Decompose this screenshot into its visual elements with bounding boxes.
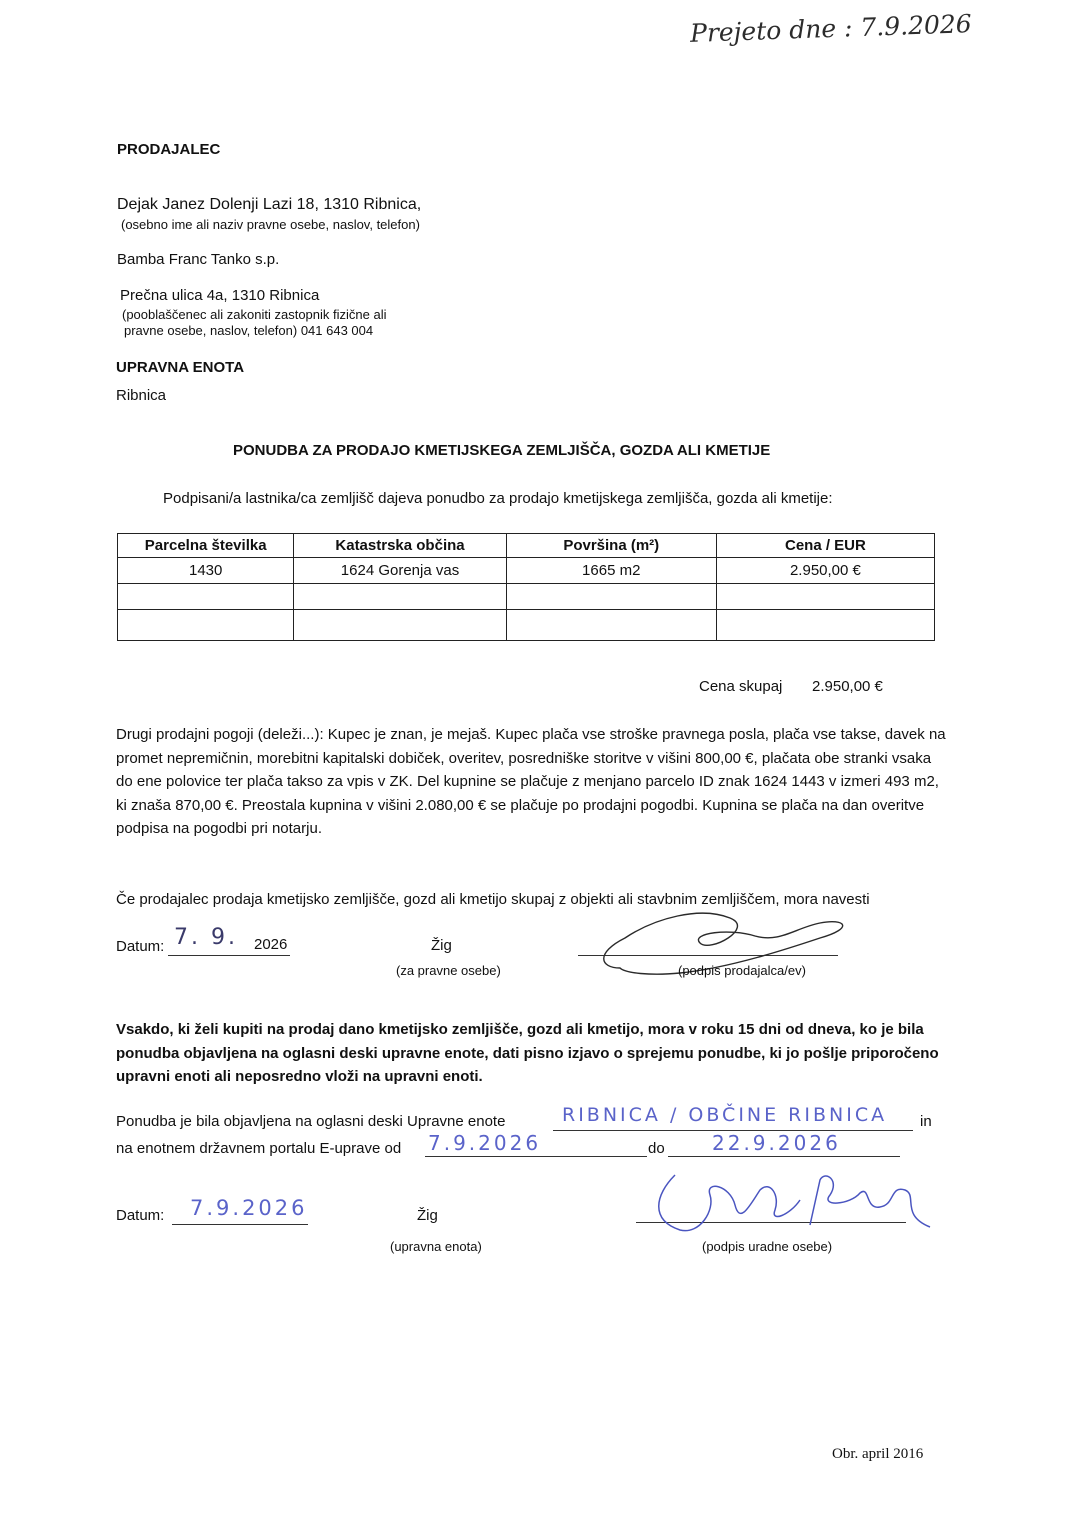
publication-line1-suffix: in: [920, 1113, 932, 1130]
agent-name: Bamba Franc Tanko s.p.: [117, 251, 280, 268]
cell-area: [506, 610, 716, 641]
agent-hint-2: pravne osebe, naslov, telefon) 041 643 004: [124, 323, 374, 338]
table-row: [118, 584, 935, 610]
seller-date-year: 2026: [254, 936, 288, 953]
seller-stamp-label: Žig: [431, 937, 452, 954]
total-label: Cena skupaj: [699, 678, 783, 695]
seller-date-handwritten: 7. 9.: [174, 925, 238, 950]
sale-conditions: Drugi prodajni pogoji (deleži...): Kupec je znan, je mejaš. Kupec plača vse stroške pravnega posla, plača vse takse, davek na promet nepremičnin, morebitni kapitalski dobiček, overitev, posredniške storitve v višini 800,00 €, plačata obe stranki vsaka do ene polovice ter plača takso za vpis v ZK. Del kupnine se plačuje z menjano parcelo ID znak 1624 1443 v izmeri 493 m2, ki znaša 870,00 €. Preostala kupnina v višini 2.080,00 € se plačuje po prodajni pogodbi. Kupnina se plača na dan overitve podpisa na pogodbi pri notarju.: [116, 726, 946, 837]
unit-heading: UPRAVNA ENOTA: [116, 359, 245, 376]
publication-line1-label: Ponudba je bila objavljena na oglasni deski Upravne enote: [116, 1113, 506, 1130]
table-row: [118, 558, 935, 584]
office-stamp-hint: (upravna enota): [390, 1239, 482, 1254]
office-date-value: 7.9.2026: [190, 1196, 308, 1220]
cell-parcel-number: 1430: [118, 558, 294, 584]
intro-text: Podpisani/a lastnika/ca zemljišč dajeva ponudbo za prodajo kmetijskega zemljišča, gozda ali kmetije:: [163, 490, 833, 507]
table-header-row: [118, 534, 935, 558]
office-stamp-label: Žig: [417, 1207, 438, 1224]
seller-date-line: [168, 955, 290, 956]
agent-hint-1: (pooblaščenec ali zakoniti zastopnik fizične ali: [122, 307, 387, 322]
parcel-table: [117, 533, 935, 641]
publication-line2-label: na enotnem državnem portalu E-uprave od: [116, 1140, 402, 1157]
seller-date-label: Datum:: [116, 938, 165, 955]
office-date-line: [172, 1224, 308, 1225]
cell-cadastral-municipality: [294, 584, 506, 610]
cell-parcel-number: [118, 610, 294, 641]
office-signature-scribble: [640, 1135, 940, 1245]
publication-from-line: [425, 1156, 647, 1157]
publication-to-value: 22.9.2026: [712, 1131, 841, 1155]
total-value: 2.950,00 €: [812, 678, 883, 695]
office-date-label: Datum:: [116, 1207, 165, 1224]
agent-address: Prečna ulica 4a, 1310 Ribnica: [120, 287, 320, 304]
publication-unit-value: RIBNICA / OBČINE RIBNICA: [562, 1104, 888, 1126]
seller-name-hint: (osebno ime ali naziv pravne osebe, naslov, telefon): [121, 217, 420, 232]
table-row: [118, 610, 935, 641]
cell-price: [716, 584, 934, 610]
received-date-annotation: Prejeto dne : 7.9.2026: [689, 9, 973, 48]
office-signature-hint: (podpis uradne osebe): [702, 1239, 833, 1254]
cell-area: [506, 584, 716, 610]
document-title: PONUDBA ZA PRODAJO KMETIJSKEGA ZEMLJIŠČA, GOZDA ALI KMETIJE: [233, 442, 771, 459]
header-cadastral-municipality: Katastrska občina: [294, 534, 506, 558]
seller-signature-hint: (podpis prodajalca/ev): [678, 963, 806, 978]
acceptance-notice: Vsakdo, ki želi kupiti na prodaj dano kmetijsko zemljišče, gozd ali kmetijo, mora v roku 15 dni od dneva, ko je bila ponudba objavljena na oglasni deski upravne enote, dati pisno izjavo o sprejemu ponudbe, ki jo pošlje priporočeno upravni enoti ali neposredno vloži na upravni enoti.: [116, 1021, 939, 1085]
cell-area: 1665 m2: [506, 558, 716, 584]
objects-note: Če prodajalec prodaja kmetijsko zemljišče, gozd ali kmetijo skupaj z objekti ali stavbnim zemljiščem, mora navesti: [116, 891, 870, 908]
publication-from-value: 7.9.2026: [428, 1131, 542, 1155]
header-price: Cena / EUR: [716, 534, 934, 558]
header-parcel-number: Parcelna številka: [118, 534, 294, 558]
seller-stamp-hint: (za pravne osebe): [396, 963, 501, 978]
form-version-footer: Obr. april 2016: [832, 1446, 924, 1462]
seller-heading: PRODAJALEC: [117, 141, 221, 158]
cell-price: [716, 610, 934, 641]
cell-parcel-number: [118, 584, 294, 610]
seller-name: Dejak Janez Dolenji Lazi 18, 1310 Ribnica,: [117, 196, 422, 213]
cell-cadastral-municipality: [294, 610, 506, 641]
cell-price: 2.950,00 €: [716, 558, 934, 584]
cell-cadastral-municipality: 1624 Gorenja vas: [294, 558, 506, 584]
unit-name: Ribnica: [116, 387, 167, 404]
header-area: Površina (m²): [506, 534, 716, 558]
publication-to-label: do: [648, 1140, 665, 1157]
